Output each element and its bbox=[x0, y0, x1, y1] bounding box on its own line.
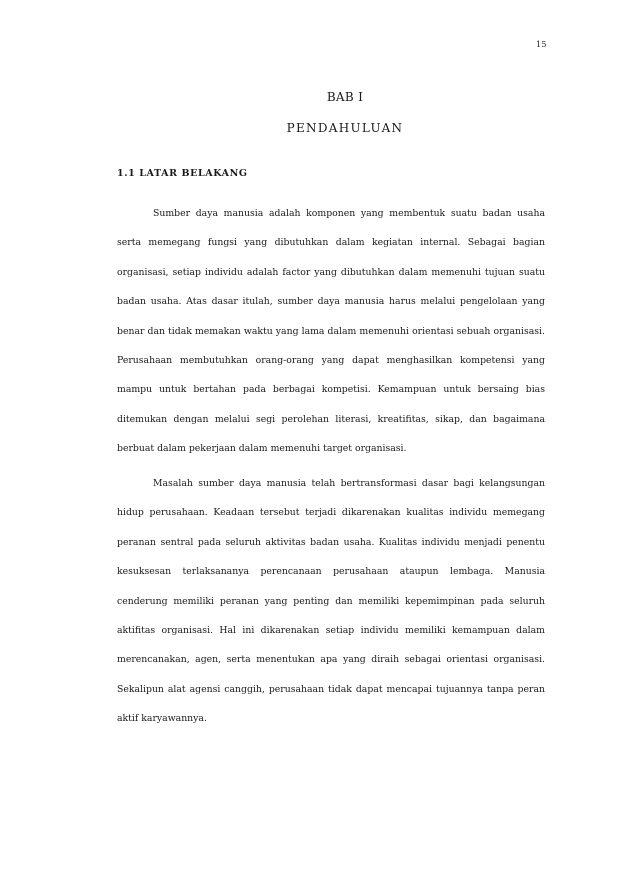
chapter-number: BAB I bbox=[326, 90, 364, 104]
body-paragraph-1: Sumber daya manusia adalah komponen yang membentuk suatu badan usaha serta memegang fungsi yang dibutuhkan dalam kegiatan internal. Sebagai bagian organisasi, setiap individu adalah factor yang dibutuhkan dalam memenuhi tujuan suatu badan usaha. Atas dasar itulah, sumber daya manusia harus melalui pengelolaan yang benar dan tidak memakan waktu yang lama dalam memenuhi orientasi sebuah organisasi. Perusahaan membutuhkan orang-orang yang dapat menghasilkan kompetensi yang mampu untuk bertahan pada berbagai kompetisi. Kemampuan untuk bersaing bias ditemukan dengan melalui segi perolehan literasi, kreatifitas, sikap, dan bagaimana berbuat dalam pekerjaan dalam memenuhi target organisasi. bbox=[117, 208, 545, 455]
section-heading: 1.1 LATAR BELAKANG bbox=[117, 168, 248, 179]
body-paragraph-2: Masalah sumber daya manusia telah bertransformasi dasar bagi kelangsungan hidup perusahaan. Keadaan tersebut terjadi dikarenakan kualitas individu memegang peranan sentral pada seluruh aktivitas badan usaha. Kualitas individu menjadi penentu kesuksesan terlaksananya perencanaan perusahaan ataupun lembaga. Manusia cenderung memiliki peranan yang penting dan memiliki kepemimpinan pada seluruh aktifitas organisasi. Hal ini dikarenakan setiap individu memiliki kemampuan dalam merencanakan, agen, serta menentukan apa yang diraih sebagai orientasi organisasi. Sekalipun alat agensi canggih, perusahaan tidak dapat mencapai tujuannya tanpa peran aktif karyawannya. bbox=[117, 478, 545, 725]
page-number: 15 bbox=[535, 40, 547, 49]
chapter-title: PENDAHULUAN bbox=[286, 121, 404, 135]
